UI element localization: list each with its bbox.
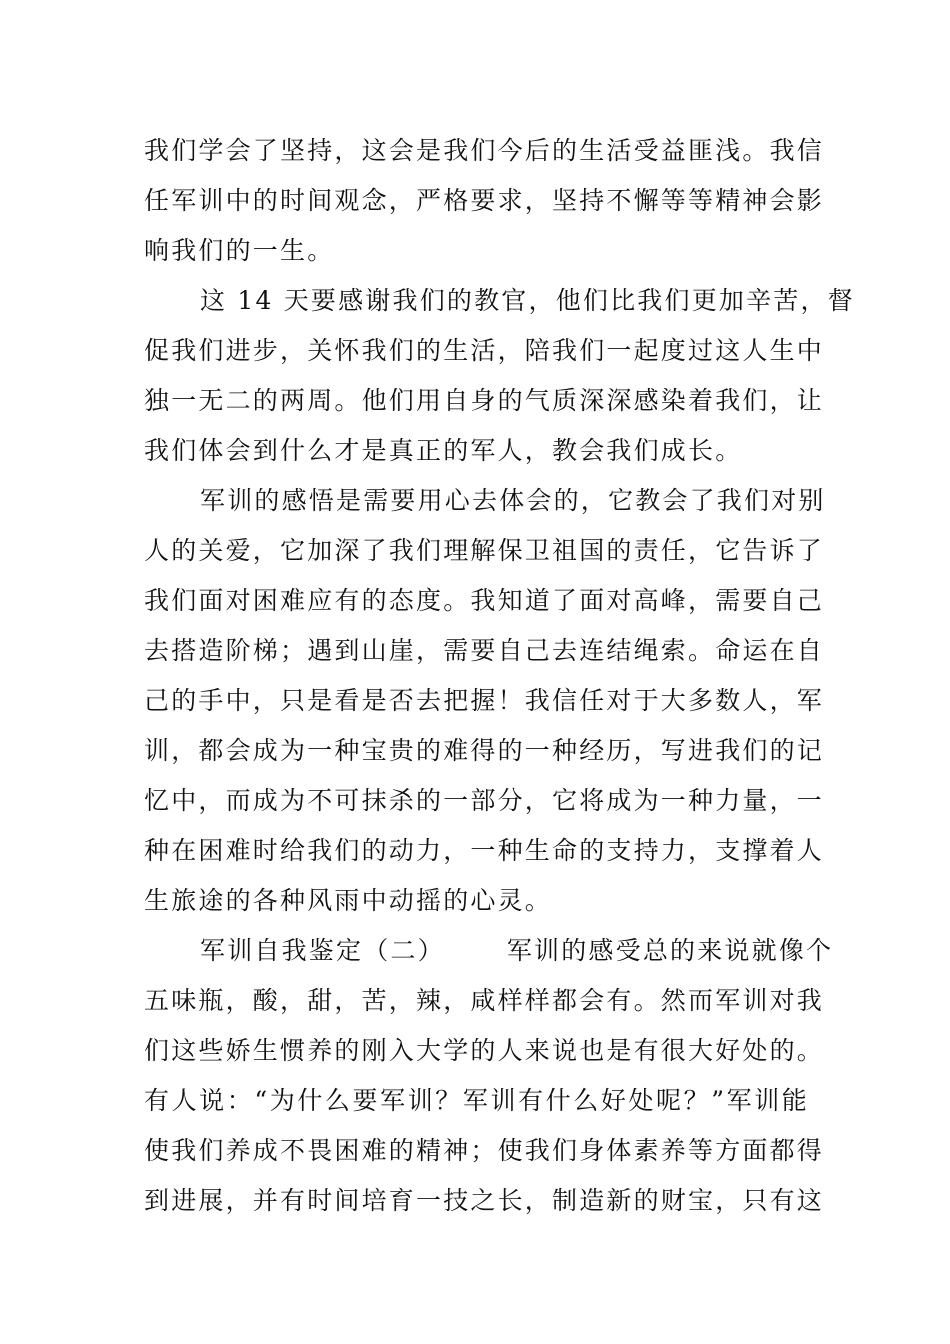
text-line: 们这些娇生惯养的刚入大学的人来说也是有很大好处的。 [144, 1036, 825, 1065]
section-heading: 军训自我鉴定（二） [200, 936, 445, 965]
text-line: 独一无二的两周。他们用自身的气质深深感染着我们，让 [144, 386, 825, 415]
text-line: 五味瓶，酸，甜，苦，辣，咸样样都会有。然而军训对我 [144, 986, 825, 1015]
text-line: 响我们的一生。 [144, 236, 335, 265]
section-heading-line [144, 926, 834, 976]
text-line: 使我们养成不畏困难的精神；使我们身体素养等方面都得 [144, 1136, 825, 1165]
text-line: 己的手中，只是看是否去把握！我信任对于大多数人，军 [144, 686, 825, 715]
text-line: 军训的感悟是需要用心去体会的，它教会了我们对别 [200, 486, 826, 515]
text-line: 促我们进步，关怀我们的生活，陪我们一起度过这人生中 [144, 336, 825, 365]
body-text [144, 126, 855, 1226]
text-line: 人的关爱，它加深了我们理解保卫祖国的责任，它告诉了 [144, 536, 825, 565]
text-line: 种在困难时给我们的动力，一种生命的支持力，支撑着人 [144, 836, 825, 865]
text-line: 训，都会成为一种宝贵的难得的一种经历，写进我们的记 [144, 736, 825, 765]
text-line: 生旅途的各种风雨中动摇的心灵。 [144, 886, 553, 915]
text-line: 我们面对困难应有的态度。我知道了面对高峰，需要自己 [144, 586, 825, 615]
text-line: 这 14 天要感谢我们的教官，他们比我们更加辛苦，督 [200, 286, 855, 315]
text-line: 去搭造阶梯；遇到山崖，需要自己去连结绳索。命运在自 [144, 636, 825, 665]
text-line: 我们体会到什么才是真正的军人，教会我们成长。 [144, 436, 743, 465]
text-line: 我们学会了坚持，这会是我们今后的生活受益匪浅。我信 [144, 136, 825, 165]
text-line: 到进展，并有时间培育一技之长，制造新的财宝，只有这 [144, 1186, 825, 1215]
text-line: 任军训中的时间观念，严格要求，坚持不懈等等精神会影 [144, 186, 825, 215]
text-line: 有人说：“为什么要军训？军训有什么好处呢？”军训能 [144, 1086, 809, 1115]
text-line-rest: 军训的感受总的来说就像个 [506, 936, 834, 965]
text-line: 忆中，而成为不可抹杀的一部分，它将成为一种力量，一 [144, 786, 825, 815]
